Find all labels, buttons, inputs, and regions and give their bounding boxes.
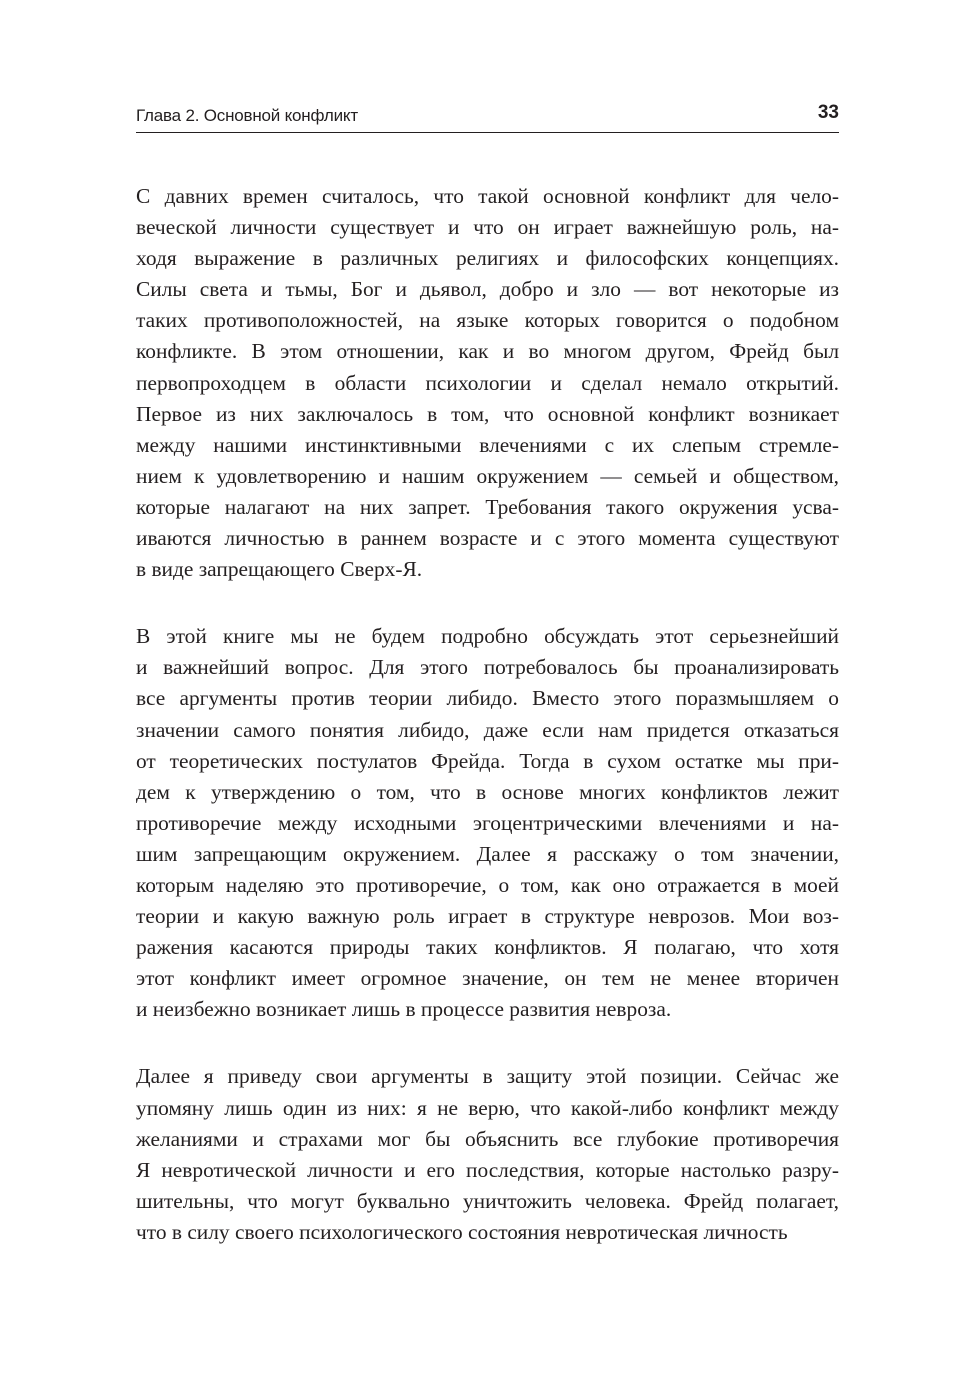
text-line: конфликте. В этом отношении, как и во многом другом, Фрейд был (136, 339, 839, 364)
text-line: значении самого понятия либидо, даже если нам придется отказаться (136, 717, 839, 742)
text-line: нием к удовлетворению и нашим окружением — семьей и обществом, (136, 463, 839, 488)
text-line: все аргументы против теории либидо. Вместо этого поразмышляем о (136, 686, 839, 711)
text-line: которые налагают на них запрет. Требования такого окружения усва- (136, 494, 839, 519)
text-line: В этой книге мы не будем подробно обсуждать этот серьезнейший (136, 624, 839, 649)
text-line: Далее я приведу свои аргументы в защиту этой позиции. Сейчас же (136, 1064, 839, 1089)
text-line: веческой личности существует и что он играет важнейшую роль, на- (136, 215, 839, 240)
text-line: которым наделяю это противоречие, о том, как оно отражается в моей (136, 872, 839, 897)
text-line: противоречие между исходными эгоцентрическими влечениями и на- (136, 810, 839, 835)
paragraph (136, 621, 839, 1025)
running-header (136, 100, 839, 133)
text-line: дем к утверждению о том, что в основе многих конфликтов лежит (136, 779, 839, 804)
text-line: первопроходцем в области психологии и сделал немало открытий. (136, 370, 839, 395)
text-line: Первое из них заключалось в том, что основной конфликт возникает (136, 401, 839, 426)
text-line: этот конфликт имеет огромное значение, он тем не менее вторичен (136, 966, 839, 991)
text-line: таких противоположностей, на языке которых говорится о подобном (136, 308, 839, 333)
text-line: упомяну лишь один из них: я не верю, что какой-либо конфликт между (136, 1095, 839, 1120)
text-line: С давних времен считалось, что такой основной конфликт для чело- (136, 184, 839, 208)
page-number: 33 (817, 102, 839, 123)
text-line: Силы света и тьмы, Бог и дьявол, добро и зло — вот некоторые из (136, 277, 839, 302)
text-line: в виде запрещающего Сверх-Я. (136, 557, 423, 582)
text-line: Я невротической личности и его последствия, которые настолько разру- (136, 1157, 839, 1182)
text-line: и неизбежно возникает лишь в процессе развития невроза. (136, 997, 672, 1022)
paragraph (136, 181, 839, 585)
chapter-title: Глава 2. Основной конфликт (136, 106, 358, 125)
text-line: и важнейший вопрос. Для этого потребовалось бы проанализировать (136, 655, 839, 680)
text-line: шительны, что могут буквально уничтожить человека. Фрейд полагает, (136, 1188, 839, 1213)
body-text (136, 181, 839, 1284)
text-line: между нашими инстинктивными влечениями с их слепым стремле- (136, 432, 839, 457)
text-line: шим запрещающим окружением. Далее я расскажу о том значении, (136, 841, 839, 866)
text-line: ражения касаются природы таких конфликтов. Я полагаю, что хотя (136, 935, 839, 960)
text-line: что в силу своего психологического состояния невротическая личность (136, 1219, 788, 1244)
text-line: от теоретических постулатов Фрейда. Тогда в сухом остатке мы при- (136, 748, 839, 773)
text-line: ходя выражение в различных религиях и философских концепциях. (136, 246, 839, 271)
text-line: теории и какую важную роль играет в структуре неврозов. Мои воз- (136, 904, 839, 929)
paragraph (136, 1061, 839, 1248)
text-line: иваются личностью в раннем возрасте и с этого момента существуют (136, 526, 839, 551)
text-line: желаниями и страхами мог бы объяснить все глубокие противоречия (136, 1126, 839, 1151)
